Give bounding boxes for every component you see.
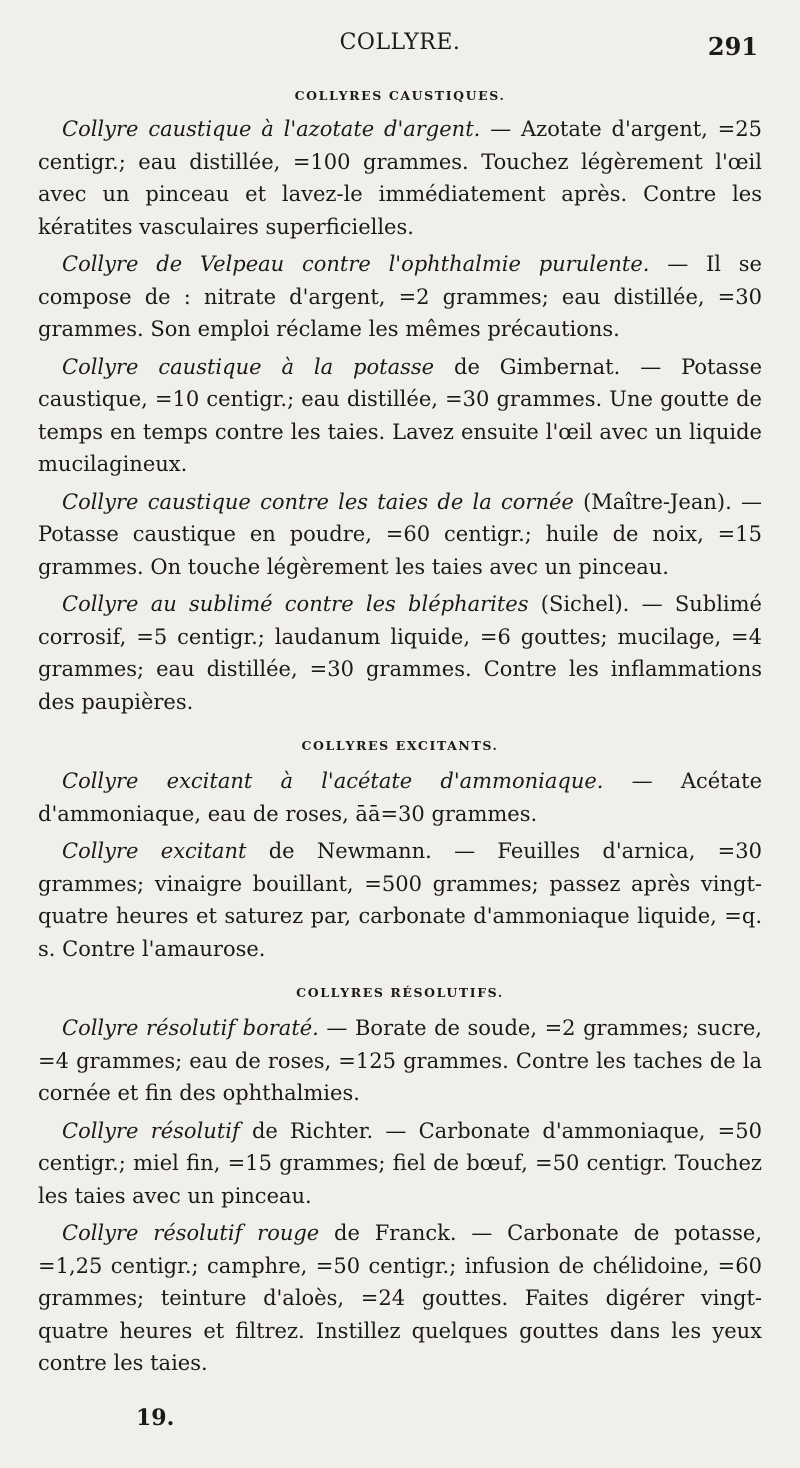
- entry-potasse-gimbernat: [38, 351, 762, 481]
- entry-borate: [38, 1012, 762, 1110]
- entry-acetate-ammoniaque: [38, 765, 762, 830]
- entry-title-link: de: [138, 252, 200, 276]
- entry-title-continued: Velpeau contre l'ophthalmie purulente.: [199, 252, 650, 276]
- entry-text: — Borate de soude, =2 grammes; sucre, =4 grammes; eau de roses, =125 grammes. Contre les taches de la cornée et fin des ophthalmies.: [38, 1016, 762, 1105]
- entry-text: (Maître-Jean). — Potasse caustique en poudre, =60 centigr.; huile de noix, =15 grammes. On touche légèrement les taies avec un pinceau.: [38, 489, 762, 579]
- section-heading-caustiques: COLLYRES CAUSTIQUES.: [294, 88, 506, 103]
- entry-title: Collyre résolutif boraté.: [62, 1016, 319, 1040]
- entry-title: Collyre caustique à la potasse: [62, 354, 435, 379]
- entry-text: (Sichel). — Sublimé corrosif, =5 centigr.; laudanum liquide, =6 gouttes; mucilage, =4 grammes; eau distillée, =30 grammes. Contre les inflammations des paupières.: [38, 592, 762, 714]
- entry-sublime-blepharites: [38, 588, 762, 718]
- entry-text: de Franck. — Carbonate de potasse, =1,25 centigr.; camphre, =50 centigr.; infusion de chélidoine, =60 grammes; teinture d'aloès, =24 gouttes. Faites digérer vingt-quatre heures et filtrez. Instillez quelques gouttes dans les yeux contre les taies.: [38, 1221, 762, 1375]
- entry-franck: [38, 1217, 762, 1380]
- entry-richter: [38, 1115, 762, 1213]
- entry-title: Collyre résolutif: [62, 1118, 240, 1143]
- entry-title: Collyre caustique à l'azotate d'argent.: [62, 117, 481, 141]
- page-number: 291: [707, 32, 758, 61]
- entry-azotate-argent: [38, 113, 762, 243]
- section-heading-excitants: COLLYRES EXCITANTS.: [301, 738, 499, 753]
- page-content: [38, 88, 762, 1385]
- entry-text: — Il se compose de : nitrate d'argent, =2 grammes; eau distillée, =30 grammes. Son emploi réclame les mêmes précautions.: [38, 252, 762, 341]
- entry-title: Collyre excitant: [62, 839, 247, 863]
- signature-mark: 19.: [136, 1405, 175, 1431]
- section-heading-resolutifs: COLLYRES RÉSOLUTIFS.: [296, 985, 504, 1000]
- entry-text: — Acétate d'ammoniaque, eau de roses, āā=30 grammes.: [38, 769, 762, 826]
- entry-title: Collyre résolutif rouge: [62, 1221, 320, 1245]
- entry-title: Collyre caustique contre les taies de la cornée: [62, 489, 574, 514]
- entry-velpeau: [38, 248, 762, 346]
- entry-title: Collyre: [62, 252, 139, 276]
- running-title: COLLYRE.: [339, 30, 461, 55]
- entry-text: — Azotate d'argent, =25 centigr.; eau distillée, =100 grammes. Touchez légèrement l'œil avec un pinceau et lavez-le immédiatement après. Contre les kératites vasculaires superficielles.: [38, 117, 762, 239]
- entry-title: Collyre au sublimé contre les blépharites: [62, 592, 529, 616]
- entry-text: de Newmann. — Feuilles d'arnica, =30 grammes; vinaigre bouillant, =500 grammes; passez après vingt-quatre heures et saturez par, carbonate d'ammoniaque liquide, =q. s. Contre l'amaurose.: [38, 839, 762, 961]
- entry-text: de Gimbernat. — Potasse caustique, =10 centigr.; eau distillée, =30 grammes. Une goutte de temps en temps contre les taies. Lavez ensuite l'œil avec un liquide mucilagineux.: [38, 354, 762, 476]
- entry-title: Collyre excitant à l'acétate d'ammoniaque.: [62, 769, 604, 793]
- entry-text: de Richter. — Carbonate d'ammoniaque, =50 centigr.; miel fin, =15 grammes; fiel de bœuf, =50 centigr. Touchez les taies avec un pinceau.: [38, 1118, 762, 1208]
- entry-taies-cornee: [38, 486, 762, 584]
- running-head: [0, 30, 800, 60]
- entry-newmann: [38, 835, 762, 965]
